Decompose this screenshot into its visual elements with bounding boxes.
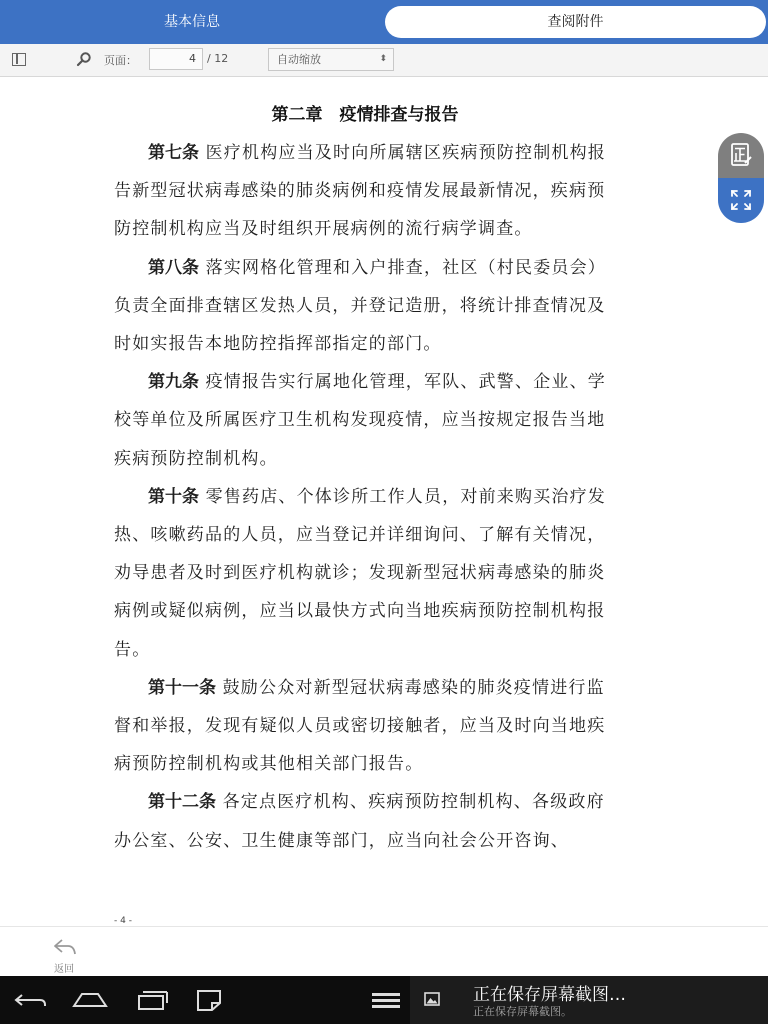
notification-subtitle: 正在保存屏幕截图。	[473, 1005, 572, 1018]
correction-button[interactable]	[718, 133, 764, 178]
article-label: 第八条	[148, 257, 199, 278]
image-icon	[424, 991, 440, 1007]
home-nav-icon[interactable]	[70, 985, 110, 1015]
recent-apps-icon[interactable]	[131, 985, 171, 1015]
back-nav-icon[interactable]	[10, 985, 50, 1015]
article-11	[114, 669, 616, 784]
back-label: 返回	[54, 964, 74, 975]
page-footer-number: - 4 -	[114, 916, 132, 926]
pdf-toolbar	[0, 44, 768, 77]
article-10	[114, 478, 616, 669]
app-bottom-bar	[0, 926, 768, 976]
menu-nav-icon[interactable]	[366, 985, 406, 1015]
article-12	[114, 783, 616, 859]
top-tab-bar	[0, 0, 768, 44]
fullscreen-button[interactable]	[718, 178, 764, 223]
article-text: 医疗机构应当及时向所属辖区疾病预防控制机构报告新型冠状病毒感染的肺炎病例和疫情发展最新情况，疾病预防控制机构应当及时组织开展病例的流行病学调查。	[114, 143, 607, 240]
document-correction-icon	[718, 133, 764, 178]
system-nav-bar	[0, 976, 768, 1024]
chapter-title: 第二章 疫情排查与报告	[271, 105, 459, 125]
article-text: 零售药店、个体诊所工作人员，对前来购买治疗发热、咳嗽药品的人员，应当登记并详细询问、了解有关情况，劝导患者及时到医疗机构就诊；发现新型冠状病毒感染的肺炎病例或疑似病例，应当以最快方式向当地疾病预防控制机构报告。	[114, 486, 607, 660]
back-button[interactable]	[44, 931, 84, 975]
tab-basic-info[interactable]: 基本信息	[164, 14, 220, 30]
article-text: 各定点医疗机构、疾病预防控制机构、各级政府办公室、公安、卫生健康等部门，应当向社会公开咨询、	[114, 792, 605, 851]
page-label: 页面：	[104, 54, 137, 67]
article-9	[114, 363, 616, 478]
article-8	[114, 249, 616, 364]
article-label: 第七条	[148, 143, 199, 163]
tab-view-attachments[interactable]: 查阅附件	[385, 6, 766, 38]
search-icon[interactable]	[76, 51, 92, 67]
page-total: / 12	[207, 52, 229, 65]
select-arrows-icon: ⬍	[379, 54, 387, 64]
article-label: 第十二条	[148, 792, 216, 813]
document-body	[114, 134, 616, 860]
article-label: 第十一条	[148, 677, 216, 698]
page-number-input[interactable]: 4	[149, 48, 203, 70]
screenshot-notification[interactable]	[410, 976, 768, 1024]
article-label: 第九条	[148, 372, 199, 393]
article-text: 疫情报告实行属地化管理，军队、武警、企业、学校等单位及所属医疗卫生机构发现疫情，应当按规定报告当地疾病预防控制机构。	[114, 372, 607, 469]
zoom-select[interactable]	[268, 48, 394, 71]
notification-title: 正在保存屏幕截图…	[473, 985, 626, 1005]
sidebar-toggle-icon[interactable]	[12, 53, 26, 66]
fullscreen-icon	[718, 178, 764, 223]
article-7	[114, 134, 616, 249]
reply-back-icon	[44, 933, 84, 961]
article-label: 第十条	[148, 486, 199, 507]
article-text: 落实网格化管理和入户排查，社区（村民委员会）负责全面排查辖区发热人员，并登记造册，将统计排查情况及时如实报告本地防控指挥部指定的部门。	[114, 257, 607, 355]
screenshot-nav-icon[interactable]	[191, 985, 231, 1015]
floating-actions	[718, 133, 764, 223]
document-page	[0, 78, 768, 926]
article-text: 鼓励公众对新型冠状病毒感染的肺炎疫情进行监督和举报，发现有疑似人员或密切接触者，应当及时向当地疾病预防控制机构或其他相关部门报告。	[114, 677, 606, 775]
zoom-value: 自动缩放	[277, 53, 321, 66]
